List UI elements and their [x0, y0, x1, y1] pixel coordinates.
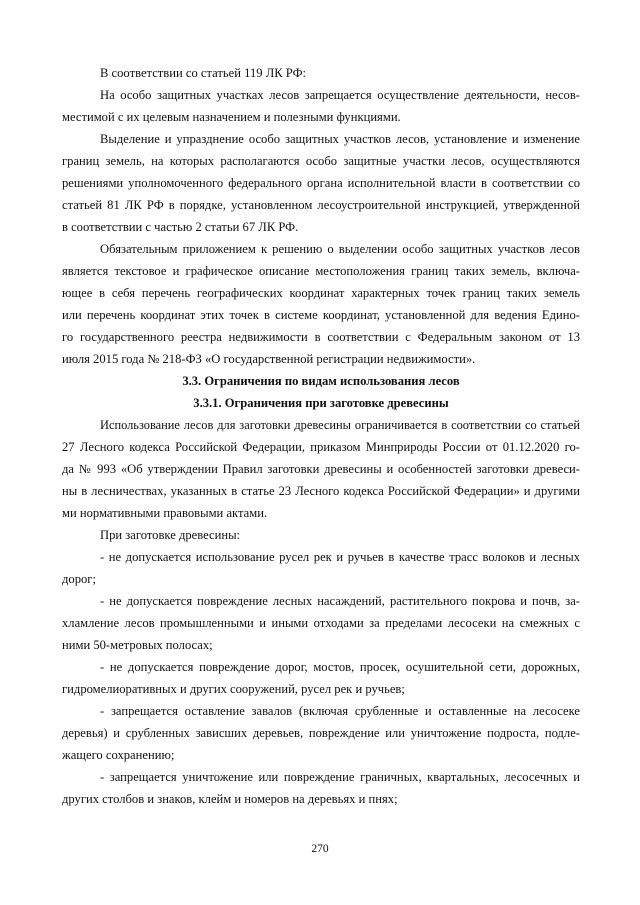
text-line: деревья) и срубленных зависших деревьев, повреждение или уничтожение подроста, подле-	[62, 726, 580, 740]
text-line: На особо защитных участках лесов запрещается осуществление деятельности, несов-	[100, 88, 580, 102]
text-line: Обязательным приложением к решению о выделении особо защитных участков лесов	[100, 242, 580, 256]
text-line: - не допускается использование русел рек и ручьев в качестве трасс волоков и лесных	[100, 550, 580, 564]
text-line: статьей 81 ЛК РФ в порядке, установленном лесоустроительной инструкцией, утвержденной	[62, 198, 580, 212]
text-line: - запрещается оставление завалов (включая срубленные и оставленные на лесосеке	[100, 704, 580, 718]
section-heading: 3.3. Ограничения по видам использования лесов	[182, 374, 460, 388]
text-line: го государственного реестра недвижимости в соответствии с Федеральным законом от 13	[62, 330, 580, 344]
text-line: - не допускается повреждение дорог, мостов, просек, осушительной сети, дорожных,	[100, 660, 580, 674]
document-page	[62, 62, 580, 810]
text-line: или перечень координат этих точек в системе координат, установленной для ведения Едино-	[62, 308, 580, 322]
text-line: решениями уполномоченного федерального органа исполнительной власти в соответствии со	[62, 176, 580, 190]
text-line: местимой с их целевым назначением и полезными функциями.	[62, 110, 401, 124]
text-line: гидромелиоративных и других сооружений, русел рек и ручьев;	[62, 682, 405, 696]
text-line: других столбов и знаков, клейм и номеров на деревьях и пнях;	[62, 792, 398, 806]
text-line: да № 993 «Об утверждении Правил заготовки древесины и особенностей заготовки древеси-	[62, 462, 580, 476]
text-line: При заготовке древесины:	[100, 528, 241, 542]
text-line: Использование лесов для заготовки древесины ограничивается в соответствии со статьей	[100, 418, 580, 432]
page-number: 270	[311, 843, 329, 855]
text-line: является текстовое и графическое описание местоположения границ таких земель, включа-	[62, 264, 580, 278]
text-line: Выделение и упразднение особо защитных участков лесов, установление и изменение	[100, 132, 580, 146]
text-line: ющее в себя перечень географических координат характерных точек границ таких земель	[62, 286, 580, 300]
text-line: жащего сохранению;	[62, 748, 175, 762]
text-line: - не допускается повреждение лесных насаждений, растительного покрова и почв, за-	[100, 594, 580, 608]
text-line: границ земель, на которых располагаются особо защитные участки лесов, осуществляются	[62, 154, 580, 168]
text-line: хламление лесов промышленными и иными отходами за пределами лесосеки на смежных с	[62, 616, 580, 630]
text-line: июля 2015 года № 218-ФЗ «О государственной регистрации недвижимости».	[62, 352, 476, 366]
text-line: 27 Лесного кодекса Российской Федерации, приказом Минприроды России от 01.12.2020 го-	[62, 440, 580, 454]
text-line: - запрещается уничтожение или повреждение граничных, квартальных, лесосечных и	[100, 770, 580, 784]
text-line: в соответствии с частью 2 статьи 67 ЛК РФ.	[62, 220, 299, 234]
text-line: дорог;	[62, 572, 96, 586]
text-line: В соответствии со статьей 119 ЛК РФ:	[100, 66, 307, 80]
text-line: ними 50-метровых полосах;	[62, 638, 213, 652]
subsection-heading: 3.3.1. Ограничения при заготовке древесины	[193, 396, 449, 410]
text-line: ны в лесничествах, указанных в статье 23 Лесного кодекса Российской Федерации» и другими	[62, 484, 580, 498]
text-line: ми нормативными правовыми актами.	[62, 506, 268, 520]
